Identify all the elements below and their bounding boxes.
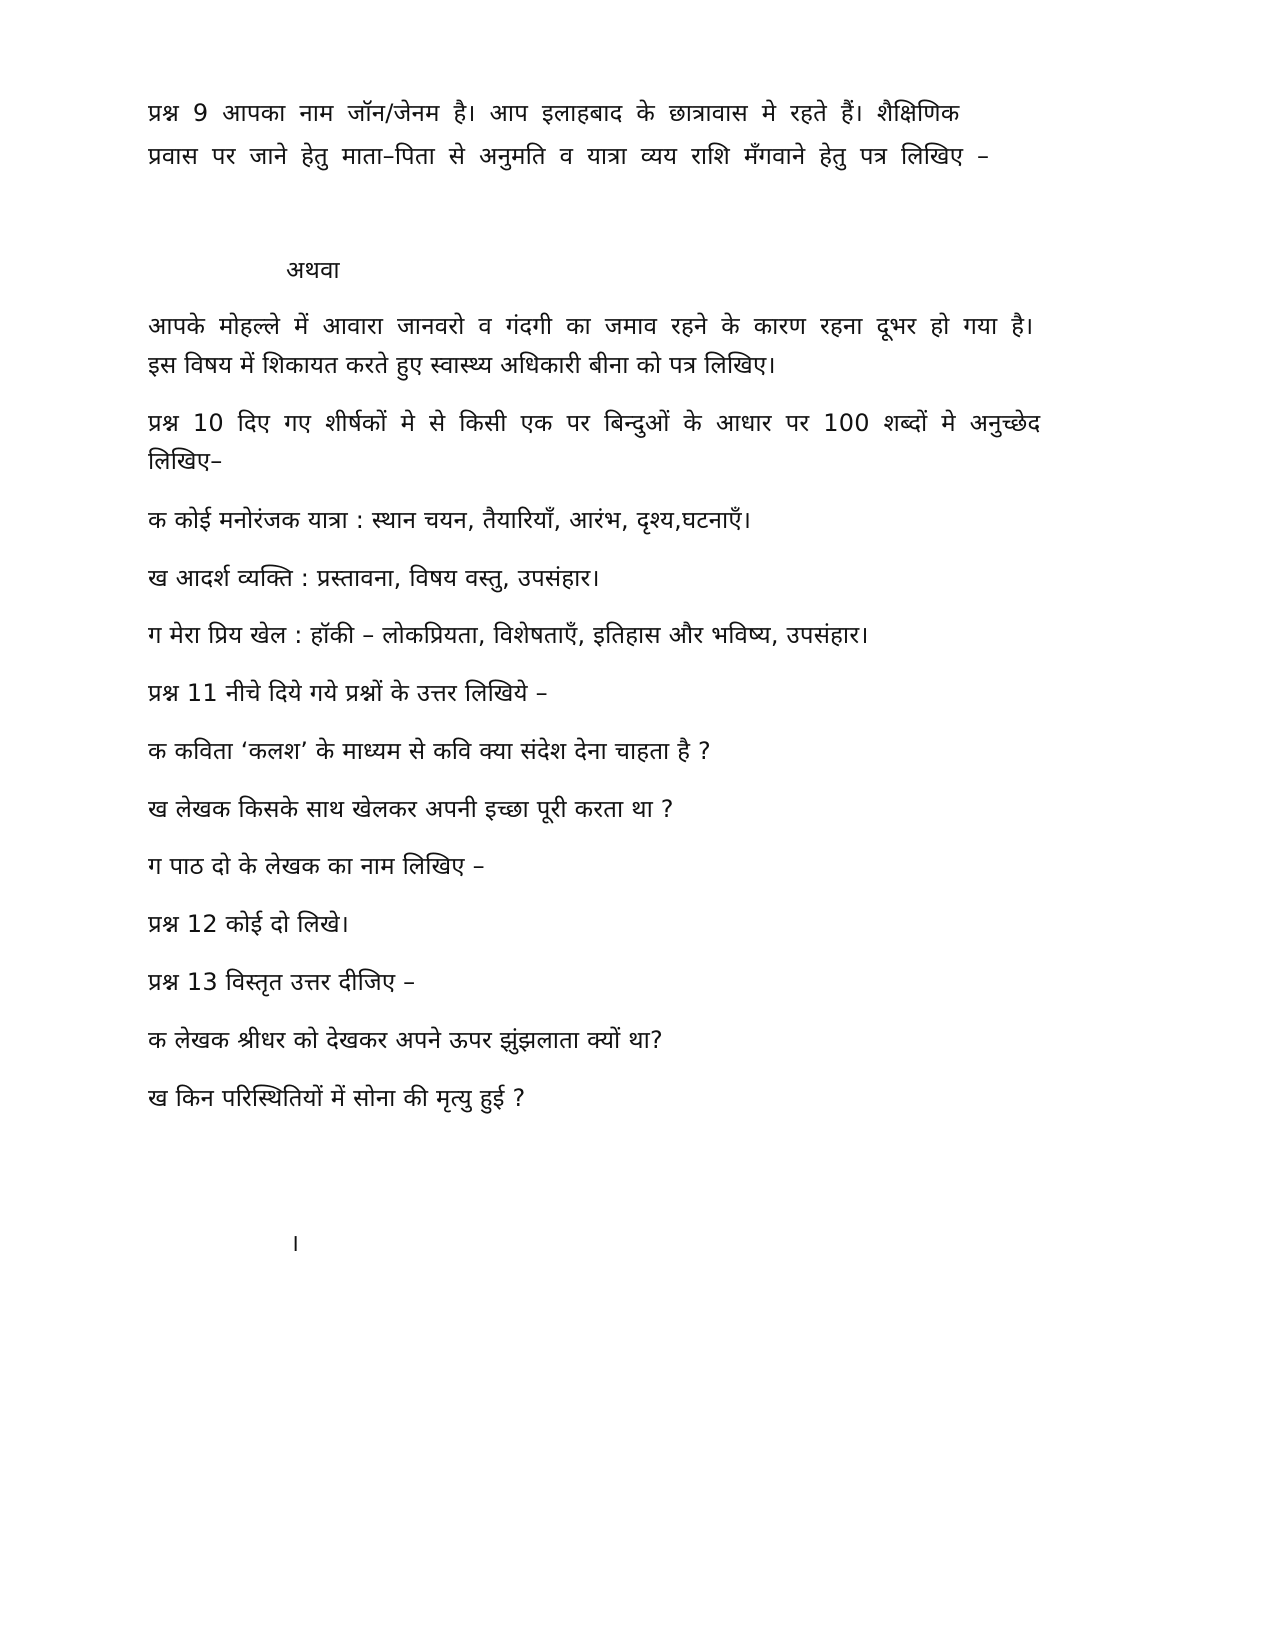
q13-item-a: क लेखक श्रीधर को देखकर अपने ऊपर झुंझलाता क्यों था? — [148, 1026, 663, 1054]
q9-or-label: अथवा — [286, 256, 340, 284]
q10-option-b: ख आदर्श व्यक्ति : प्रस्तावना, विषय वस्तु, उपसंहार। — [148, 564, 600, 592]
q13-item-b: ख किन परिस्थितियों में सोना की मृत्यु हुई ? — [148, 1084, 526, 1112]
stray-mark: । — [290, 1229, 300, 1257]
q11-item-a: क कविता ‘कलश’ के माध्यम से कवि क्या संदेश देना चाहता है ? — [148, 737, 711, 765]
q11-title: प्रश्न 11 नीचे दिये गये प्रश्नों के उत्तर लिखिये – — [148, 679, 548, 707]
q9-alt-line-2: इस विषय में शिकायत करते हुए स्वास्थ्य अधिकारी बीना को पत्र लिखिए। — [148, 351, 776, 379]
q12-title: प्रश्न 12 कोई दो लिखे। — [148, 910, 350, 938]
q13-title: प्रश्न 13 विस्तृत उत्तर दीजिए – — [148, 968, 416, 996]
q10-line-1: प्रश्न 10 दिए गए शीर्षकों मे से किसी एक पर बिन्दुओं के आधार पर 100 शब्दों मे अनुच्छेद — [148, 409, 1041, 437]
q11-item-b: ख लेखक किसके साथ खेलकर अपनी इच्छा पूरी करता था ? — [148, 795, 674, 823]
q9-alt-line-1: आपके मोहल्ले में आवारा जानवरो व गंदगी का जमाव रहने के कारण रहना दूभर हो गया है। — [148, 312, 1034, 340]
q10-option-a: क कोई मनोरंजक यात्रा : स्थान चयन, तैयारियाँ, आरंभ, दृश्य,घटनाएँ। — [148, 506, 752, 534]
q9-line-1: प्रश्न 9 आपका नाम जॉन/जेनम है। आप इलाहबाद के छात्रावास मे रहते हैं। शैक्षिणिक — [148, 99, 960, 127]
q10-option-c: ग मेरा प्रिय खेल : हॉकी – लोकप्रियता, विशेषताएँ, इतिहास और भविष्य, उपसंहार। — [148, 621, 869, 649]
q10-line-2: लिखिए– — [148, 447, 223, 475]
q9-line-2: प्रवास पर जाने हेतु माता–पिता से अनुमति व यात्रा व्यय राशि मँगवाने हेतु पत्र लिखिए – — [148, 142, 990, 170]
q11-item-c: ग पाठ दो के लेखक का नाम लिखिए – — [148, 852, 485, 880]
